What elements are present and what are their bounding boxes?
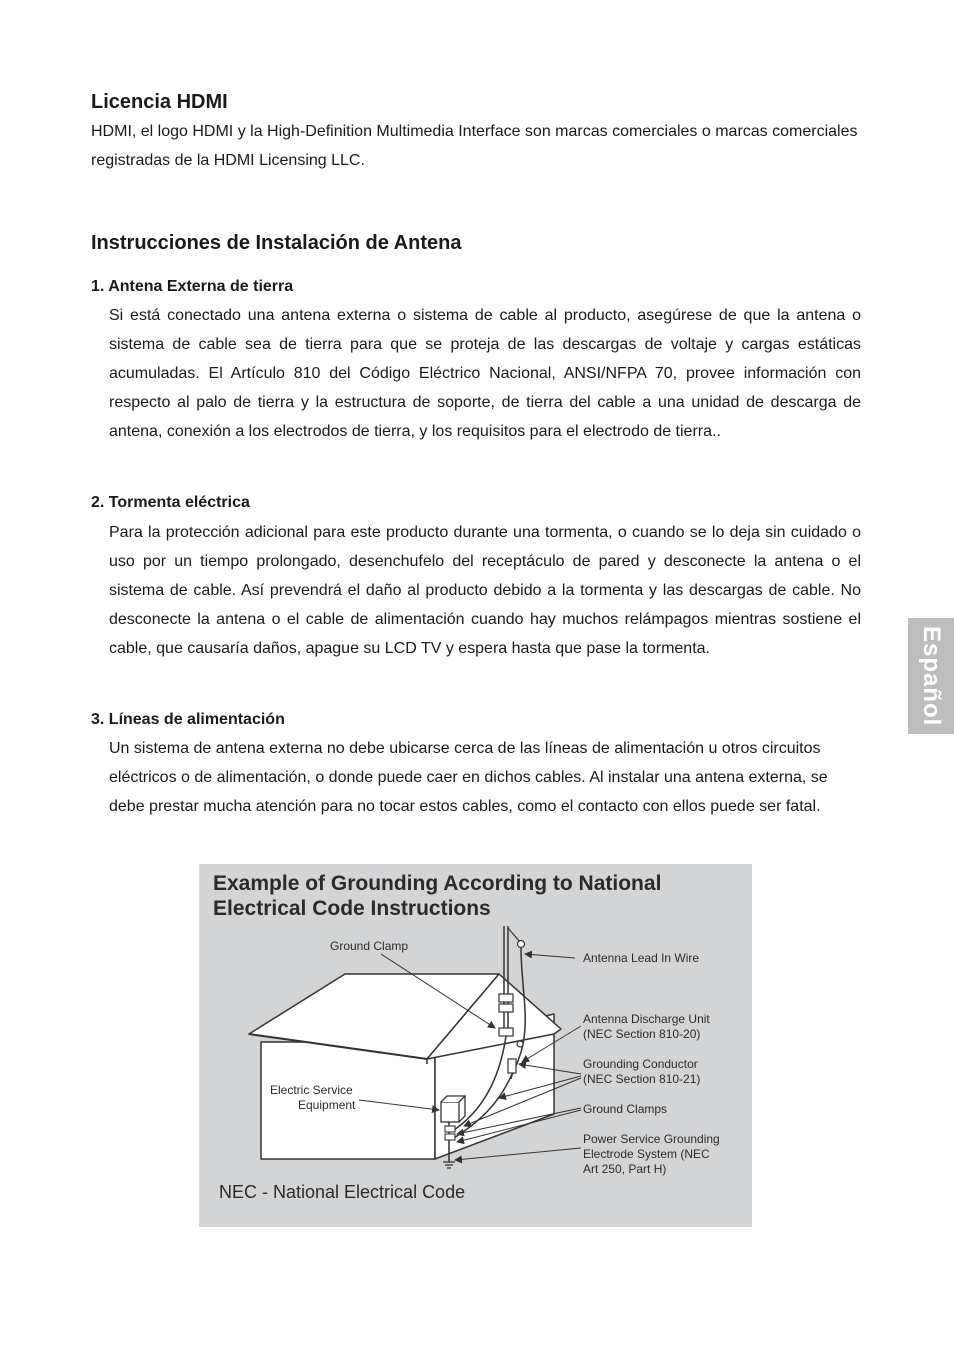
label-power-service-electrode: Electrode System (NEC bbox=[583, 1147, 710, 1161]
label-grounding-conductor-section: (NEC Section 810-21) bbox=[583, 1072, 701, 1086]
item-text-power-lines: Un sistema de antena externa no debe ubicarse cerca de las líneas de alimentación u otros circuitos eléctricos o de alimentación, o donde puede caer en dichos cables. Al instalar una antena externa, se debe prestar mucha atención para no tocar estos cables, como el contacto con ellos puede ser fatal. bbox=[109, 740, 828, 815]
mast-clamp bbox=[499, 994, 513, 1002]
label-discharge-unit-section: (NEC Section 810-20) bbox=[583, 1027, 701, 1041]
item-text-external-antenna: Si está conectado una antena externa o sistema de cable al producto, asegúrese de que la antena o sistema de cable sea de tierra para que se proteja de las descargas de voltaje y cargas estáticas acumuladas. El Artículo 810 del Código Eléctrico Nacional, ANSI/NFPA 70, provee información con respecto al palo de tierra y la estructura de soporte, de tierra del cable a una unidad de descarga de antena, conexión a los electrodos de tierra, y los requisitos para el electrodo de tierra.. bbox=[109, 307, 861, 440]
label-power-service-art: Art 250, Part H) bbox=[583, 1162, 667, 1176]
item-title-power-lines: 3. Líneas de alimentación bbox=[91, 711, 285, 728]
figure-footer: NEC - National Electrical Code bbox=[219, 1182, 466, 1202]
antenna-instructions-heading: Instrucciones de Instalación de Antena bbox=[91, 232, 462, 254]
label-electric-service-equipment: Equipment bbox=[298, 1098, 356, 1112]
item-title-external-antenna: 1. Antena Externa de tierra bbox=[91, 278, 294, 295]
discharge-unit bbox=[508, 1059, 516, 1073]
figure-title: Example of Grounding According to National Electrical Code Instructions bbox=[213, 872, 662, 920]
grounding-figure bbox=[199, 864, 752, 1227]
language-side-tab-label: Español bbox=[918, 625, 945, 727]
hdmi-license-text: HDMI, el logo HDMI y la High-Definition Multimedia Interface son marcas comerciales o marcas comerciales registradas de la HDMI Licensing LLC. bbox=[91, 123, 858, 169]
label-discharge-unit: Antenna Discharge Unit bbox=[583, 1012, 710, 1026]
label-ground-clamps: Ground Clamps bbox=[583, 1102, 668, 1116]
label-ground-clamp: Ground Clamp bbox=[330, 939, 409, 953]
hdmi-license-heading: Licencia HDMI bbox=[91, 91, 228, 113]
label-antenna-lead: Antenna Lead In Wire bbox=[583, 951, 700, 965]
item-title-storm: 2. Tormenta eléctrica bbox=[91, 494, 250, 511]
item-text-storm: Para la protección adicional para este producto durante una tormenta, o cuando se lo deja sin cuidado o uso por un tiempo prolongado, desenchufelo del receptáculo de pared y desconecte la antena o el sistema de cable. Así prevendrá el daño al producto debido a la tormenta y las descargas de cable. No desconecte la antena o el cable de alimentación cuando hay muchos relámpagos mientras sostiene el cable, que causaría daños, apague su LCD TV y espera hasta que pase la tormenta. bbox=[109, 524, 861, 657]
label-grounding-conductor: Grounding Conductor bbox=[583, 1057, 698, 1071]
service-box bbox=[441, 1102, 459, 1122]
language-side-tab bbox=[908, 618, 954, 734]
label-electric-service: Electric Service bbox=[270, 1083, 353, 1097]
label-power-service: Power Service Grounding bbox=[583, 1132, 720, 1146]
